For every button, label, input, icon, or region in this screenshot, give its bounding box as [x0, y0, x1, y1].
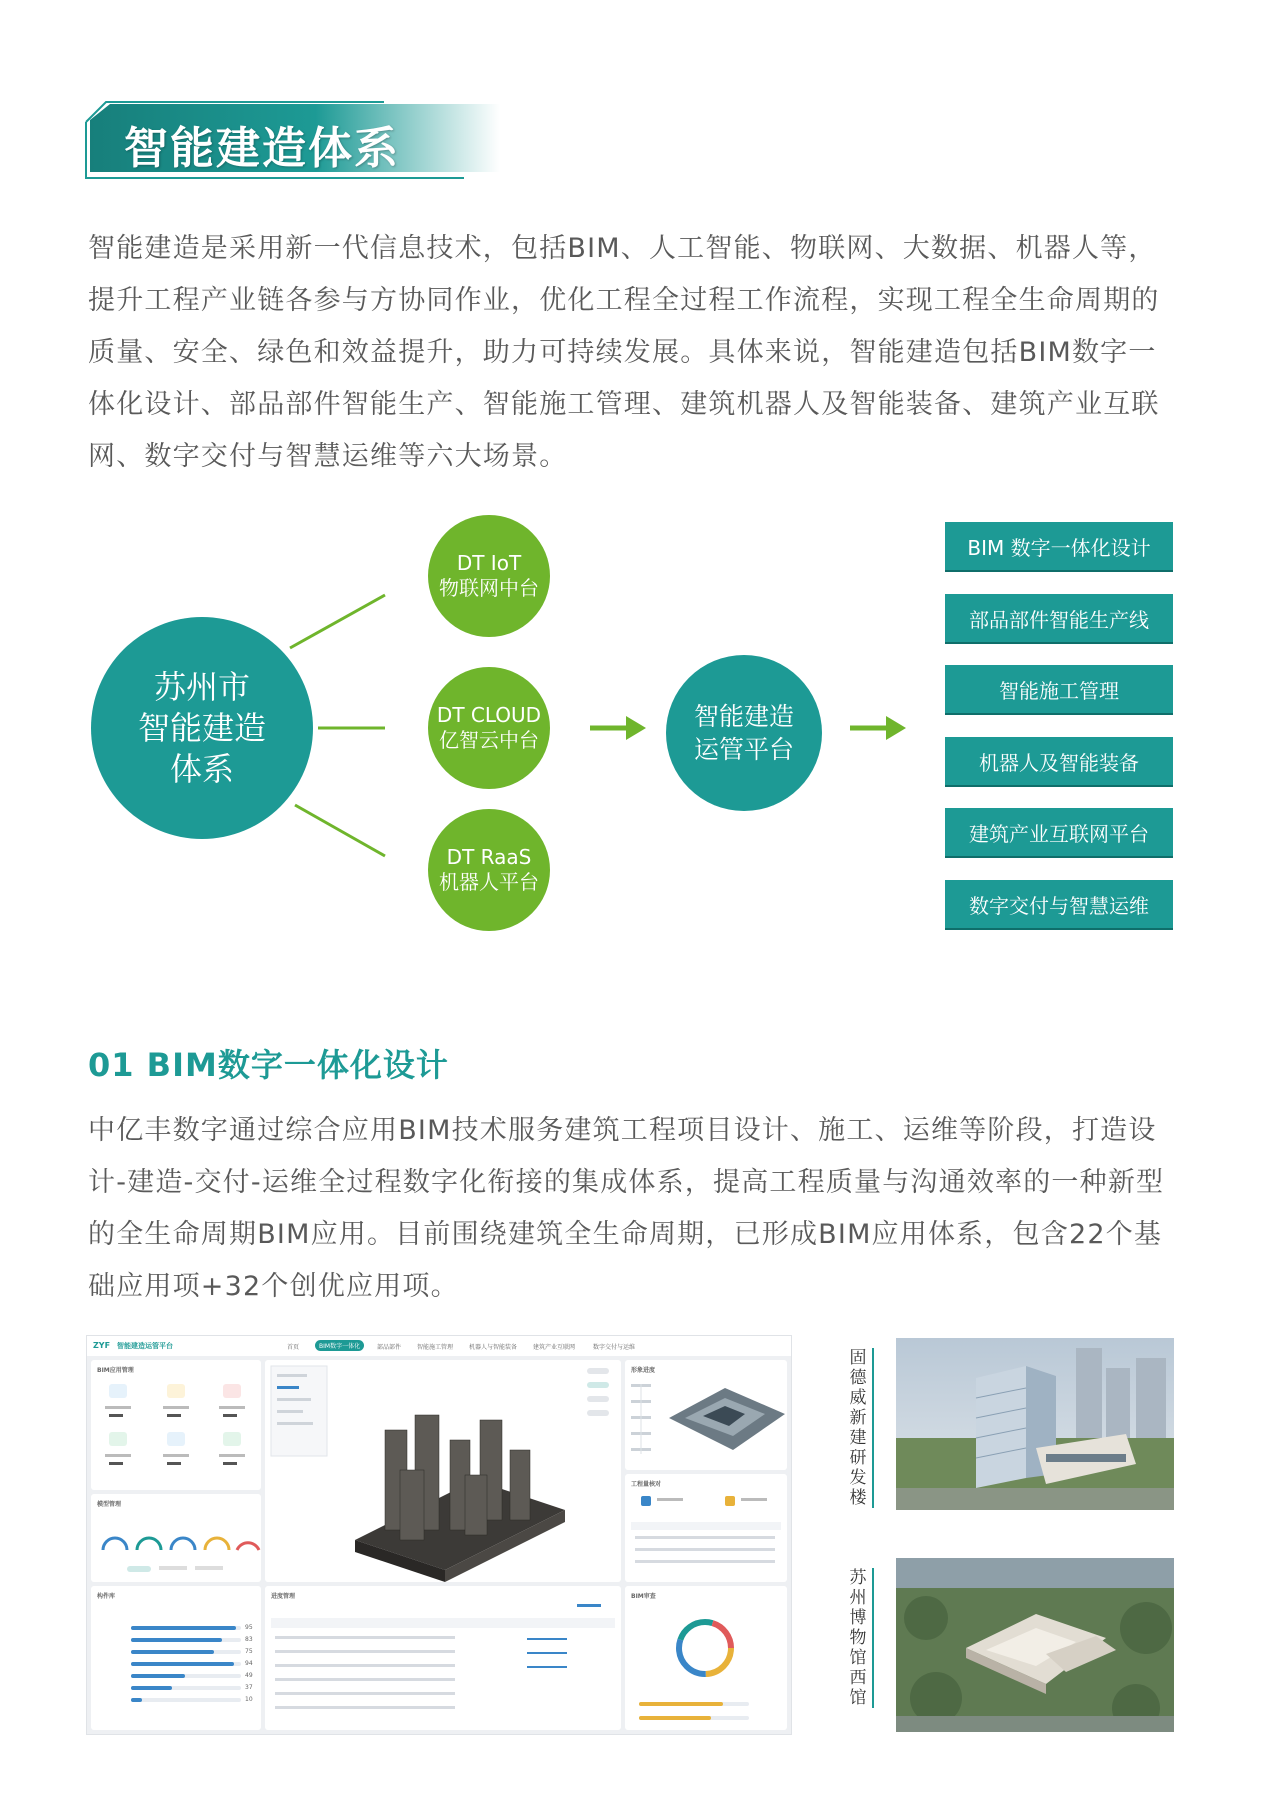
progress-value: 10 — [245, 1696, 253, 1703]
progress-value: 49 — [245, 1672, 253, 1679]
bim-app-panel — [91, 1360, 261, 1490]
building-model-graphic — [265, 1360, 621, 1582]
dashboard-logo: ZYF — [93, 1341, 111, 1350]
nav-item[interactable]: 数字交付与运维 — [593, 1344, 636, 1351]
panel-title: 模型管理 — [97, 1501, 122, 1508]
progress-value: 94 — [245, 1660, 253, 1667]
platform-iot-circle — [428, 515, 550, 637]
dashboard-screenshot — [86, 1335, 792, 1735]
bim-review-panel — [625, 1586, 787, 1730]
image-progress-panel — [625, 1360, 787, 1470]
progress-value: 75 — [245, 1648, 253, 1655]
nav-item[interactable]: 建筑产业互联网 — [533, 1344, 576, 1351]
center-line-2: 智能建造 — [137, 708, 266, 747]
gauge-row — [91, 1508, 261, 1580]
scenario-box: 数字交付与智慧运维 — [945, 880, 1173, 928]
panel-title: BIM应用管理 — [97, 1367, 134, 1374]
progress-bar — [131, 1686, 172, 1690]
site-thumbnail — [625, 1374, 787, 1468]
scenario-box: 部品部件智能生产线 — [945, 594, 1173, 642]
progress-value: 95 — [245, 1624, 253, 1631]
dashboard-title: 智能建造运管平台 — [117, 1342, 173, 1350]
panel-title: 形象进度 — [631, 1367, 656, 1374]
photo-caption: 苏州博物馆西馆 — [846, 1568, 874, 1708]
platform-iot-name: DT IoT — [456, 551, 522, 575]
page-title: 智能建造体系 — [124, 123, 400, 174]
platform-cloud-circle — [428, 667, 550, 789]
section-title: 01 BIM数字一体化设计 — [88, 1046, 449, 1084]
nav-item-active[interactable]: BIM数字一体化 — [315, 1340, 364, 1351]
progress-value: 37 — [245, 1684, 253, 1691]
center-line-1: 苏州市 — [153, 667, 250, 706]
nav-item[interactable]: 部品部件 — [377, 1344, 402, 1351]
progress-bar — [131, 1638, 222, 1642]
platform-raas-circle — [428, 809, 550, 931]
progress-value: 83 — [245, 1636, 253, 1643]
hub-circle — [666, 655, 822, 811]
progress-bar — [131, 1674, 185, 1678]
center-line-3: 体系 — [169, 749, 234, 788]
bim-app-icons — [91, 1378, 261, 1488]
building-photo — [896, 1338, 1174, 1510]
scenario-box: 智能施工管理 — [945, 665, 1173, 713]
progress-bar — [131, 1650, 214, 1654]
quantity-table — [625, 1488, 787, 1580]
office-tower-image — [896, 1338, 1174, 1510]
intro-paragraph: 智能建造是采用新一代信息技术，包括BIM、人工智能、物联网、大数据、机器人等，提升工程产业链各参与方协同作业，优化工程全过程工作流程，实现工程全生命周期的质量、安全、绿色和效益提升，助力可持续发展。具体来说，智能建造包括BIM数字一体化设计、部品部件智能生产、智能施工管理、建筑机器人及智能装备、建筑产业互联网、数字交付与智慧运维等六大场景。 — [88, 233, 1160, 472]
panel-title: 构件库 — [97, 1593, 116, 1600]
quantity-panel — [625, 1474, 787, 1582]
progress-bar — [131, 1698, 142, 1702]
progress-table-panel — [265, 1586, 621, 1730]
platform-iot-desc: 物联网中台 — [439, 576, 539, 600]
center-circle — [91, 617, 313, 839]
hub-line-2: 运管平台 — [693, 735, 794, 764]
section-paragraph: 中亿丰数字通过综合应用BIM技术服务建筑工程项目设计、施工、运维等阶段，打造设计-建造-交付-运维全过程数字化衔接的集成体系，提高工程质量与沟通效率的一种新型的全生命周期BIM应用。目前围绕建筑全生命周期，已形成BIM应用体系，包含22个基础应用项+32个创优应用项。 — [88, 1115, 1165, 1302]
progress-bar — [131, 1662, 234, 1666]
platform-raas-desc: 机器人平台 — [439, 870, 539, 894]
progress-bar — [131, 1626, 236, 1630]
museum-aerial-image — [896, 1558, 1174, 1732]
museum-photo — [896, 1558, 1174, 1732]
nav-item[interactable]: 首页 — [287, 1344, 300, 1351]
model-viewer[interactable] — [265, 1360, 621, 1582]
nav-item[interactable]: 智能施工管理 — [417, 1344, 454, 1351]
panel-title: BIM审查 — [631, 1593, 656, 1600]
photo-caption: 固德威新建研发楼 — [846, 1348, 874, 1508]
nav-item[interactable]: 机器人与智能装备 — [469, 1344, 518, 1351]
platform-cloud-name: DT CLOUD — [436, 703, 542, 727]
progress-table — [265, 1602, 621, 1728]
scenario-box: 建筑产业互联网平台 — [945, 808, 1173, 856]
platform-raas-name: DT RaaS — [446, 845, 532, 869]
panel-title: 工程量核对 — [631, 1481, 662, 1488]
scenario-box: 机器人及智能装备 — [945, 737, 1173, 785]
scenario-box: BIM 数字一体化设计 — [945, 522, 1173, 570]
dashboard-topbar — [87, 1336, 791, 1356]
model-panel — [91, 1494, 261, 1582]
platform-cloud-desc: 亿智云中台 — [439, 728, 539, 752]
donut-chart-graphic — [625, 1600, 787, 1728]
hub-line-1: 智能建造 — [693, 702, 794, 731]
panel-title: 进度管理 — [271, 1593, 296, 1600]
component-panel — [91, 1586, 261, 1730]
